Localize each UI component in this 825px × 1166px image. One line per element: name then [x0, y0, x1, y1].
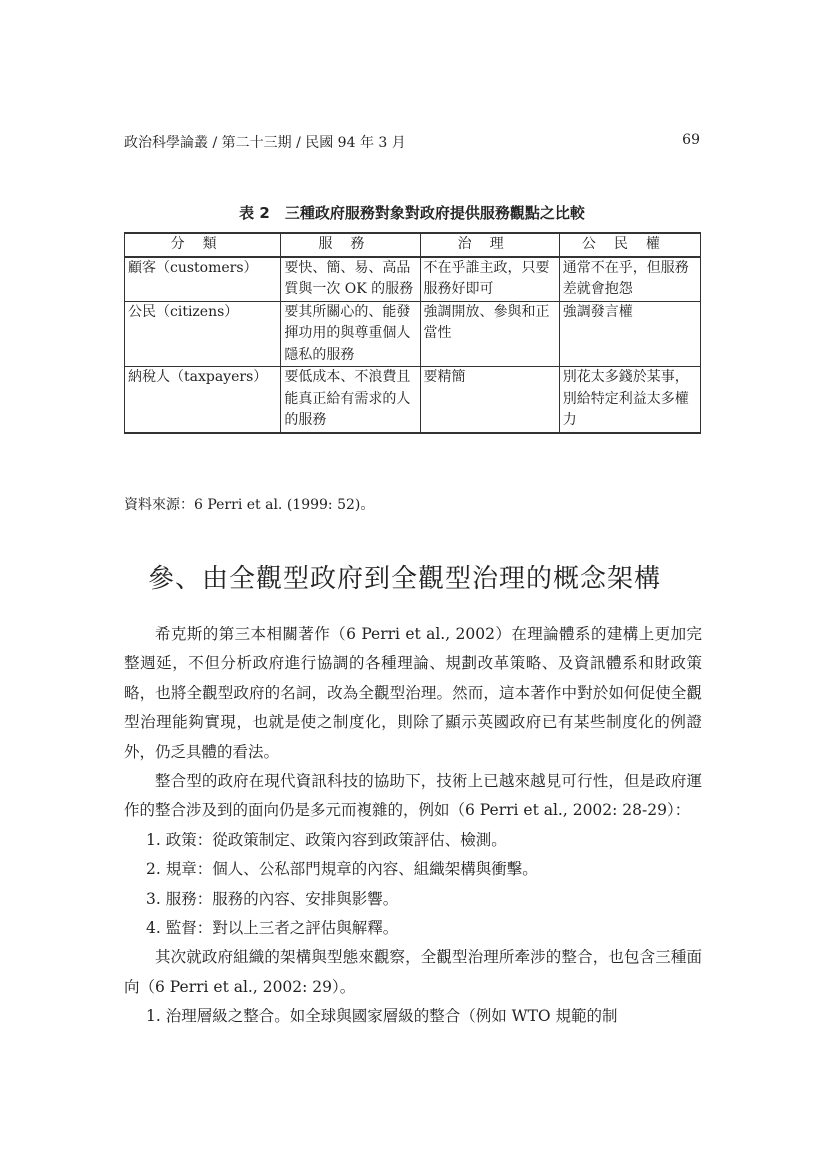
- table-cell: 要低成本、不浪費且能真正給有需求的人的服務: [281, 367, 420, 433]
- table-cell: 公民（citizens）: [125, 301, 281, 367]
- table-cell: 顧客（customers）: [125, 257, 281, 302]
- column-header: 治理: [420, 233, 559, 257]
- table-row: [125, 257, 701, 302]
- list-item: 2. 規章：個人、公私部門規章的內容、組織架構與衝擊。: [146, 860, 538, 879]
- table-cell: 要其所關心的、能發揮功用的與尊重個人隱私的服務: [281, 301, 420, 367]
- paragraph: 整合型的政府在現代資訊科技的協助下，技術上已越來越見可行性，但是政府運作的整合涉及到的面向仍是多元而複雜的，例如（6 Perri et al., 2002: 28-29）：: [124, 772, 702, 820]
- paragraph: 希克斯的第三本相關著作（6 Perri et al., 2002）在理論體系的建構上更加完整週延，不但分析政府進行協調的各種理論、規劃改革策略、及資訊體系和財政策略，也將全觀型政府的名詞，改為全觀型治理。然而，這本著作中對於如何促使全觀型治理能夠實現，也就是使之制度化，則除了顯示英國政府已有某些制度化的例證外，仍乏具體的看法。: [124, 625, 702, 761]
- journal-citation: 政治科學論叢 / 第二十三期 / 民國 94 年 3 月: [124, 135, 406, 151]
- table-cell: 通常不在乎，但服務差就會抱怨: [559, 257, 700, 302]
- column-header: 公民權: [559, 233, 700, 257]
- table-row: [125, 367, 701, 433]
- table-cell: 要精簡: [420, 367, 559, 433]
- body-text: [124, 620, 702, 1032]
- list-item: 1. 治理層級之整合。如全球與國家層級的整合（例如 WTO 規範的制: [146, 1007, 618, 1026]
- table-cell: 別花太多錢於某事，別給特定利益太多權力: [559, 367, 700, 433]
- table-title: 表 2 三種政府服務對象對政府提供服務觀點之比較: [239, 204, 585, 222]
- running-header: [124, 132, 700, 154]
- section-heading: 參、由全觀型政府到全觀型治理的概念架構: [148, 564, 662, 594]
- table-row: [125, 301, 701, 367]
- column-header: 服務: [281, 233, 420, 257]
- table-source-note: 資料來源：6 Perri et al. (1999: 52)。: [124, 497, 375, 513]
- list-item: 1. 政策：從政策制定、政策內容到政策評估、檢測。: [146, 830, 507, 849]
- table-cell: 不在乎誰主政，只要服務好即可: [420, 257, 559, 302]
- table-cell: 強調開放、參與和正當性: [420, 301, 559, 367]
- comparison-table: [124, 232, 701, 434]
- table-cell: 強調發言權: [559, 301, 700, 367]
- list-item: 3. 服務：服務的內容、安排與影響。: [146, 889, 399, 908]
- table-header-row: [125, 233, 701, 257]
- list-item: 4. 監督：對以上三者之評估與解釋。: [146, 919, 399, 938]
- table-cell: 要快、簡、易、高品質與一次 OK 的服務: [281, 257, 420, 302]
- column-header: 分類: [125, 233, 281, 257]
- table-cell: 納稅人（taxpayers）: [125, 367, 281, 433]
- paragraph: 其次就政府組織的架構與型態來觀察，全觀型治理所牽涉的整合，也包含三種面向（6 Perri et al., 2002: 29）。: [124, 948, 702, 996]
- page-number: 69: [682, 132, 700, 148]
